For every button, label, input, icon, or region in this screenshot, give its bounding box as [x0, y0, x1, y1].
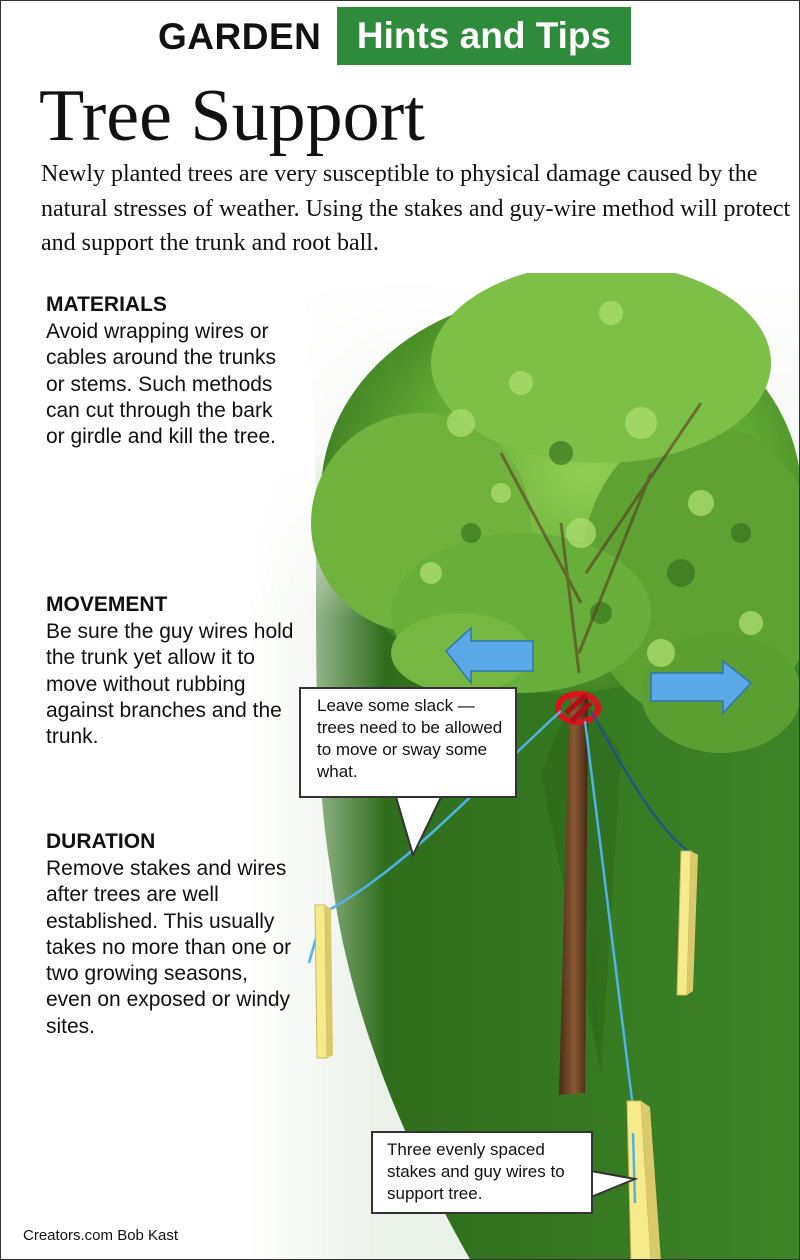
section-heading: MOVEMENT [46, 593, 168, 616]
callout-slack: Leave some slack — trees need to be allowed to move or sway some what. [299, 687, 517, 798]
section-heading: MATERIALS [46, 293, 167, 316]
callout-stakes: Three evenly spaced stakes and guy wires to support tree. [371, 1131, 593, 1214]
section-duration [46, 828, 296, 1040]
header-hints-banner: Hints and Tips [337, 7, 631, 65]
section-body: Remove stakes and wires after trees are well established. This usually takes no more than one or two growing seasons, even on exposed or windy sites. [46, 857, 292, 1038]
intro-paragraph: Newly planted trees are very susceptible to physical damage caused by the natural stresses of weather. Using the stakes and guy-wire method will protect and support the trunk and root ball. [41, 161, 791, 256]
credit-line: Creators.com Bob Kast [23, 1227, 179, 1244]
section-body: Be sure the guy wires hold the trunk yet allow it to move without rubbing against branches and the trunk. [46, 620, 294, 749]
section-movement [46, 591, 296, 750]
stake-left [315, 905, 333, 1058]
page-title: Tree Support [39, 75, 425, 157]
section-heading: DURATION [46, 830, 156, 853]
header-garden-label: GARDEN [158, 16, 322, 57]
section-materials [46, 291, 296, 450]
section-body: Avoid wrapping wires or cables around the trunks or stems. Such methods can cut through the bark or girdle and kill the tree. [46, 320, 276, 449]
